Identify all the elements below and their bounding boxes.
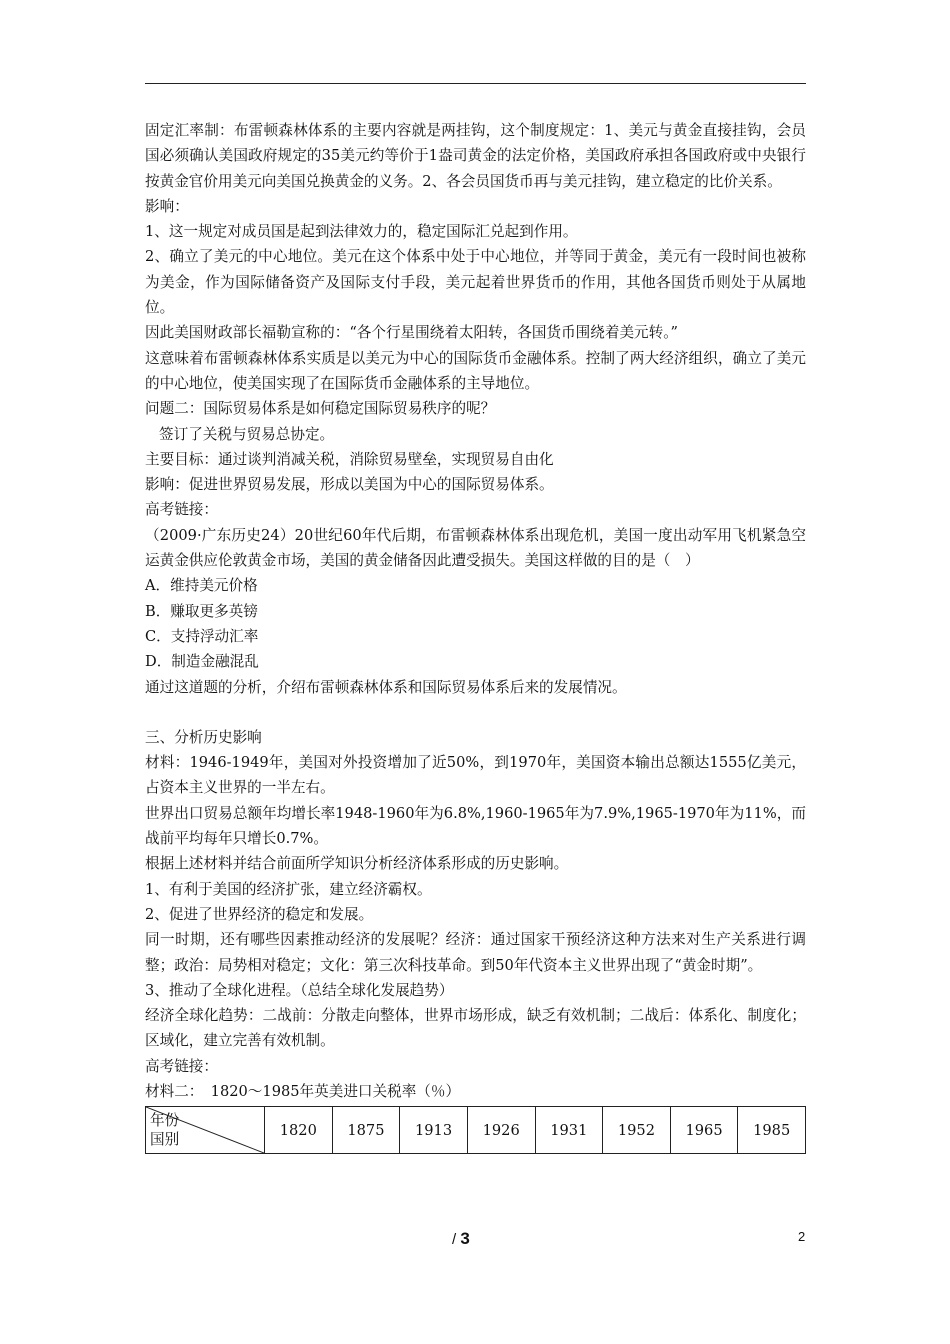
year-header: 1952 xyxy=(603,1107,671,1154)
paragraph: 签订了关税与贸易总协定。 xyxy=(159,425,335,443)
exam-question: （2009·广东历史24）20世纪60年代后期，布雷顿森林体系出现危机，美国一度出动军用飞机紧急空运黄金供应伦敦黄金市场，美国的黄金储备因此遭受损失。美国这样做的目的是（ ） xyxy=(145,526,806,570)
paragraph: 世界出口贸易总额年均增长率1948-1960年为6.8%,1960-1965年为7.9%,1965-1970年为11%，而战前平均每年只增长0.7%。 xyxy=(145,804,806,848)
exam-link-heading: 高考链接： xyxy=(145,501,218,519)
paragraph: 通过这道题的分析，介绍布雷顿森林体系和国际贸易体系后来的发展情况。 xyxy=(145,678,627,696)
question-heading: 问题二：国际贸易体系是如何稳定国际贸易秩序的呢？ xyxy=(145,400,496,418)
paragraph: 3、推动了全球化进程。（总结全球化发展趋势） xyxy=(145,981,454,999)
tariff-table xyxy=(145,1106,806,1154)
corner-label-year: 年份 xyxy=(150,1112,180,1130)
year-header: 1820 xyxy=(265,1107,333,1154)
year-header: 1875 xyxy=(332,1107,400,1154)
paragraph: 主要目标：通过谈判消减关税，消除贸易壁垒，实现贸易自由化 xyxy=(145,450,554,468)
blank-line xyxy=(145,700,806,725)
page-number: 2 xyxy=(798,1229,806,1244)
table-header-row xyxy=(146,1107,806,1154)
header-rule xyxy=(145,83,806,84)
total-pages: 3 xyxy=(460,1229,470,1248)
paragraph: 影响：促进世界贸易发展，形成以美国为中心的国际贸易体系。 xyxy=(145,476,554,494)
paragraph: 同一时期，还有哪些因素推动经济的发展呢？经济：通过国家干预经济这种方法来对生产关系进行调整；政治：局势相对稳定；文化：第三次科技革命。到50年代资本主义世界出现了“黄金时期”。 xyxy=(145,931,806,974)
option-a: A．维持美元价格 xyxy=(145,577,258,595)
paragraph: 2、确立了美元的中心地位。美元在这个体系中处于中心地位，并等同于黄金，美元有一段时间也被称为美金，作为国际储备资产及国际支付手段，美元起着世界货币的作用，其他各国货币则处于从属地位。 xyxy=(145,248,806,317)
paragraph: 固定汇率制：布雷顿森林体系的主要内容就是两挂钩，这个制度规定：1、美元与黄金直接挂钩，会员国必须确认美国政府规定的35美元约等价于1盎司黄金的法定价格，美国政府承担各国政府或中央银行按黄金官价用美元向美国兑换黄金的义务。2、各会员国货币再与美元挂钩，建立稳定的比价关系。 xyxy=(145,122,806,190)
year-header: 1965 xyxy=(670,1107,738,1154)
year-header: 1913 xyxy=(400,1107,468,1154)
paragraph: 因此美国财政部长福勒宣称的：“各个行星围绕着太阳转，各国货币围绕着美元转。” xyxy=(145,324,678,342)
year-header: 1926 xyxy=(467,1107,535,1154)
table-corner-cell xyxy=(146,1107,265,1154)
paragraph: 1、这一规定对成员国是起到法律效力的，稳定国际汇兑起到作用。 xyxy=(145,223,578,241)
corner-label-country: 国别 xyxy=(150,1130,180,1148)
option-c: C．支持浮动汇率 xyxy=(145,627,259,645)
paragraph: 经济全球化趋势：二战前：分散走向整体，世界市场形成，缺乏有效机制；二战后：体系化、制度化；区域化，建立完善有效机制。 xyxy=(145,1007,806,1050)
paragraph: 1、有利于美国的经济扩张，建立经济霸权。 xyxy=(145,880,432,898)
table-caption: 材料二： 1820～1985年英美进口关税率（％） xyxy=(145,1082,461,1100)
exam-link-heading: 高考链接： xyxy=(145,1057,218,1075)
year-header: 1931 xyxy=(535,1107,603,1154)
paragraph: 2、促进了世界经济的稳定和发展。 xyxy=(145,905,374,923)
document-body xyxy=(145,118,806,1154)
page-total xyxy=(452,1229,470,1249)
page-slash: / xyxy=(452,1231,457,1248)
paragraph: 这意味着布雷顿森林体系实质是以美元为中心的国际货币金融体系。控制了两大经济组织，确立了美元的中心地位，使美国实现了在国际货币金融体系的主导地位。 xyxy=(145,349,806,392)
paragraph: 根据上述材料并结合前面所学知识分析经济体系形成的历史影响。 xyxy=(145,855,569,873)
section-heading: 三、分析历史影响 xyxy=(145,728,262,746)
option-d: D．制造金融混乱 xyxy=(145,653,259,671)
year-header: 1985 xyxy=(738,1107,806,1154)
paragraph: 材料：1946-1949年，美国对外投资增加了近50%，到1970年，美国资本输出总额达1555亿美元，占资本主义世界的一半左右。 xyxy=(145,754,806,797)
option-b: B．赚取更多英镑 xyxy=(145,602,258,620)
paragraph: 影响： xyxy=(145,197,189,215)
